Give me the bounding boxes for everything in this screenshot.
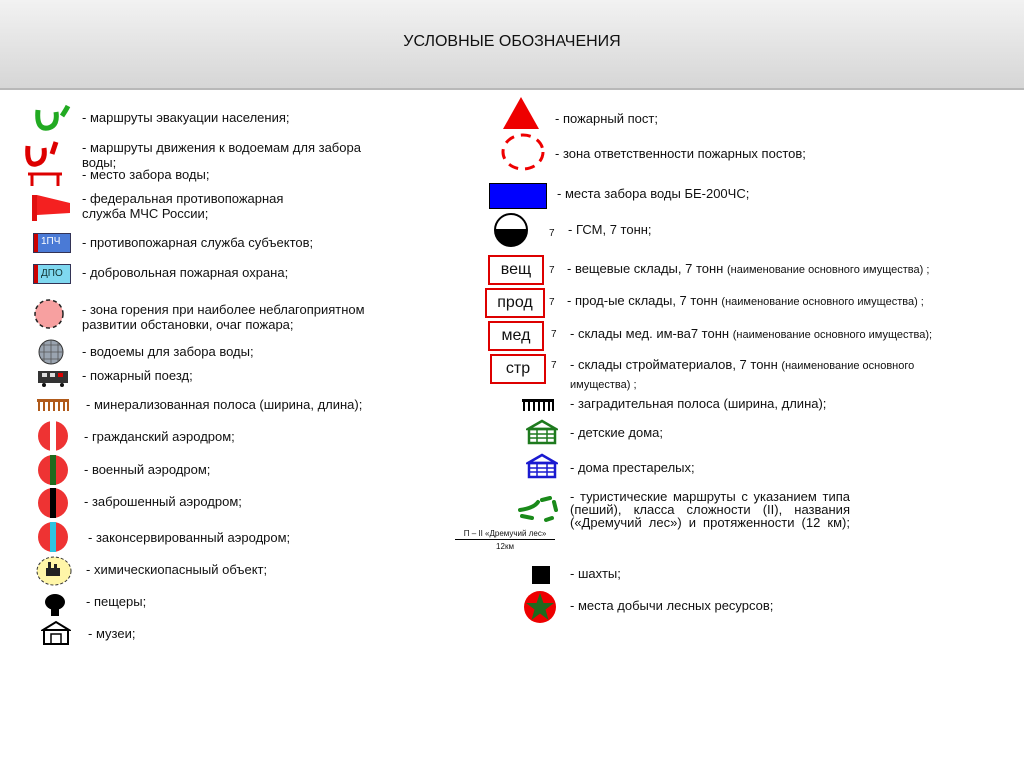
museums-label: - музеи; (88, 626, 136, 641)
caves-label: - пещеры; (86, 594, 147, 609)
water-be-icon (489, 183, 547, 209)
med-box: мед (488, 321, 544, 351)
tourist-label: - туристические маршруты с указанием типа (пеший), класса сложности (II), названия («Дремучий лес») и протяженности (12 км); (570, 489, 850, 530)
clothes-num: 7 (549, 265, 555, 276)
route-length: 12км (496, 542, 514, 551)
subjects-label: - противопожарная служба субъектов; (82, 235, 314, 250)
barrier-label: - заградительная полоса (ширина, длина); (570, 396, 827, 411)
preserved-aerodrome-label: - законсервированный аэродром; (88, 530, 291, 545)
route-name: П – II «Дремучий лес» (455, 529, 555, 540)
build-box: стр (490, 354, 546, 384)
page-title: УСЛОВНЫЕ ОБОЗНАЧЕНИЯ (403, 33, 621, 50)
evacuation-label: - маршруты эвакуации населения; (82, 110, 290, 125)
build-text: - склады стройматериалов, 7 тонн (570, 357, 778, 372)
orphanage-icon (526, 419, 558, 445)
flag-dpo-label: ДПО (41, 268, 63, 279)
abandoned-aerodrome-icon (37, 487, 69, 519)
volunteer-flag-icon (33, 264, 71, 284)
mine-icon (532, 566, 550, 584)
food-label (567, 293, 924, 310)
build-num: 7 (551, 360, 557, 371)
build-note: (наименование основного имущества) ; (570, 360, 915, 391)
tourist-route-icon (516, 496, 560, 526)
water-place-label: - место забора воды; (82, 167, 210, 182)
water-route-icon (22, 140, 72, 188)
mineral-strip-label: - минерализованная полоса (ширина, длина); (86, 397, 363, 412)
military-aerodrome-icon (37, 454, 69, 486)
abandoned-aerodrome-label: - заброшенный аэродром; (84, 494, 242, 509)
food-num: 7 (549, 297, 555, 308)
museum-icon (41, 620, 71, 646)
federal-label: - федеральная противопожарная служба МЧС России; (82, 191, 284, 221)
mines-label: - шахты; (570, 566, 621, 581)
post-zone-icon (500, 132, 546, 172)
fire-train-label: - пожарный поезд; (82, 368, 193, 383)
clothes-text: - вещевые склады, 7 тонн (567, 261, 724, 276)
fire-post-label: - пожарный пост; (555, 111, 658, 126)
reservoir-icon (38, 339, 64, 365)
evacuation-route-icon (28, 104, 72, 134)
orphanage-label: - детские дома; (570, 425, 664, 440)
build-label (570, 356, 950, 394)
food-box: прод (485, 288, 545, 318)
post-zone-label: - зона ответственности пожарных постов; (555, 146, 806, 161)
med-label (570, 326, 932, 343)
fire-train-icon (36, 368, 70, 388)
preserved-aerodrome-icon (37, 521, 69, 553)
clothes-box: вещ (488, 255, 544, 285)
med-note: (наименование основного имущества); (732, 329, 933, 341)
chemical-label: - химическиопасныый объект; (86, 562, 268, 577)
food-text: - прод-ые склады, 7 тонн (567, 293, 718, 308)
volunteer-label: - добровольная пожарная охрана; (82, 265, 289, 280)
gsm-label: - ГСМ, 7 тонн; (568, 222, 652, 237)
forest-label: - места добычи лесных ресурсов; (570, 598, 774, 613)
reservoirs-label: - водоемы для забора воды; (82, 344, 254, 359)
gsm-num: 7 (549, 228, 555, 239)
clothes-label (567, 261, 929, 278)
food-note: (наименование основного имущества) ; (721, 296, 924, 308)
gsm-icon (493, 212, 529, 248)
header (0, 0, 1024, 90)
med-num: 7 (551, 329, 557, 340)
forest-resource-icon (523, 590, 557, 624)
route-caption (455, 529, 555, 551)
water-routes-label: - маршруты движения к водоемам для забора воды; (82, 140, 361, 170)
federal-fire-flag-icon (30, 193, 72, 223)
elderly-home-icon (526, 453, 558, 479)
subject-fire-flag-icon (33, 233, 71, 253)
water-be-label: - места забора воды БЕ-200ЧС; (557, 186, 750, 201)
elderly-label: - дома престарелых; (570, 460, 695, 475)
cave-icon (42, 593, 68, 617)
civil-aerodrome-label: - гражданский аэродром; (84, 429, 235, 444)
barrier-icon (521, 398, 555, 412)
burn-zone-label: - зона горения при наиболее неблагоприятном развитии обстановки, очаг пожара; (82, 302, 365, 332)
military-aerodrome-label: - военный аэродром; (84, 462, 211, 477)
flag-1pch-label: 1ПЧ (41, 236, 61, 247)
fire-post-icon (501, 95, 541, 131)
burn-zone-icon (33, 298, 65, 330)
civil-aerodrome-icon (37, 420, 69, 452)
mineral-strip-icon (36, 398, 70, 412)
chemical-object-icon (36, 556, 72, 586)
clothes-note: (наименование основного имущества) ; (726, 264, 930, 276)
med-text: - склады мед. им-ва7 тонн (570, 326, 730, 341)
